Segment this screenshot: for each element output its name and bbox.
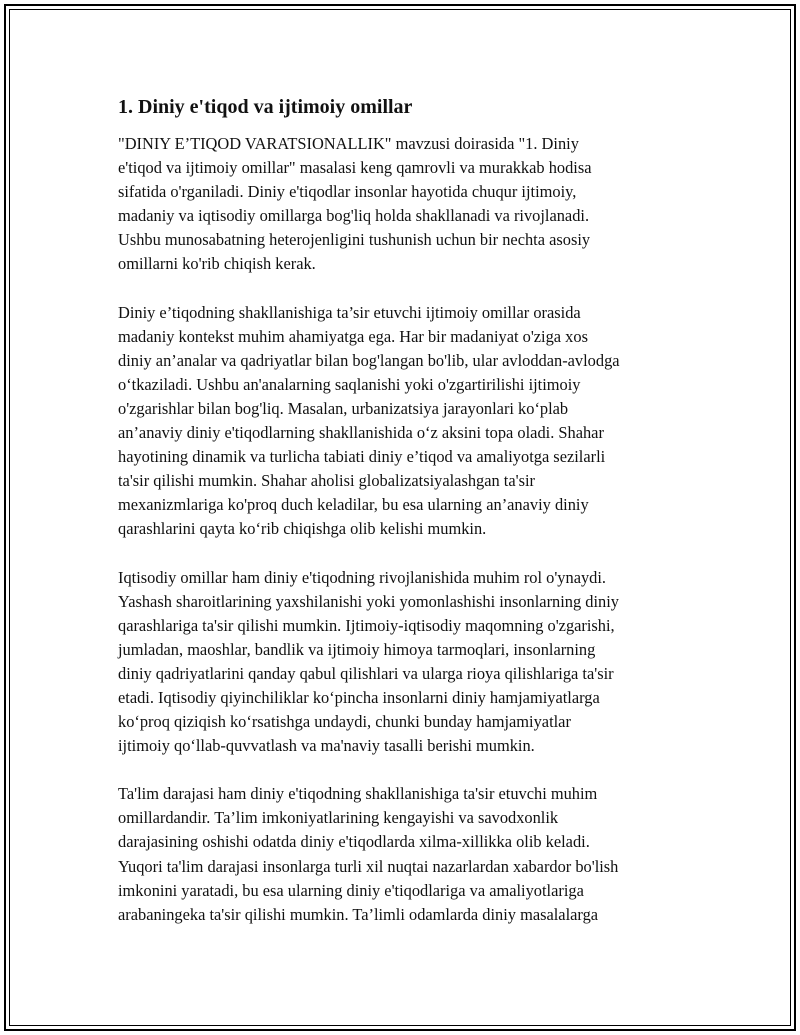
text-line: diniy an’analar va qadriyatlar bilan bog'langan bo'lib, ular avloddan-avlodga (118, 350, 620, 370)
text-line: imkonini yaratadi, bu esa ularning diniy e'tiqodlariga va amaliyotlariga (118, 880, 584, 900)
text-line: madaniy kontekst muhim ahamiyatga ega. Har bir madaniyat o'ziga xos (118, 326, 588, 346)
text-line: omillardandir. Ta’lim imkoniyatlarining kengayishi va savodxonlik (118, 808, 559, 828)
document-body (118, 94, 678, 951)
text-line: diniy qadriyatlarini qanday qabul qilishlari va ularga rioya qilishlariga ta'sir (118, 663, 614, 683)
paragraph-1 (118, 132, 678, 277)
text-line: qarashlarini qayta ko‘rib chiqishga olib kelishi mumkin. (118, 519, 487, 539)
text-line: e'tiqod va ijtimoiy omillar" masalasi keng qamrovli va murakkab hodisa (118, 158, 592, 178)
paragraph-4 (118, 782, 678, 927)
text-line: o‘tkaziladi. Ushbu an'analarning saqlanishi yoki o'zgartirilishi ijtimoiy (118, 374, 581, 394)
text-line: "DINIY E’TIQOD VARATSIONALLIK" mavzusi doirasida "1. Diniy (118, 134, 579, 153)
text-line: Yashash sharoitlarining yaxshilanishi yoki yomonlashishi insonlarning diniy (118, 591, 619, 611)
text-line: jumladan, maoshlar, bandlik va ijtimoiy himoya tarmoqlari, insonlarning (118, 639, 596, 659)
text-line: Ta'lim darajasi ham diniy e'tiqodning shakllanishiga ta'sir etuvchi muhim (118, 784, 598, 804)
text-line: arabaningeka ta'sir qilishi mumkin. Ta’limli odamlarda diniy masalalarga (118, 904, 599, 924)
text-line: ta'sir qilishi mumkin. Shahar aholisi globalizatsiyalashgan ta'sir (118, 471, 535, 491)
text-line: Iqtisodiy omillar ham diniy e'tiqodning rivojlanishida muhim rol o'ynaydi. (118, 567, 607, 587)
text-line: hayotining dinamik va turlicha tabiati diniy e’tiqod va amaliyotga sezilarli (118, 447, 606, 467)
text-line: Yuqori ta'lim darajasi insonlarga turli xil nuqtai nazarlardan xabardor bo'lish (118, 856, 619, 876)
paragraph-2 (118, 301, 678, 542)
text-line: omillarni ko'rib chiqish kerak. (118, 254, 316, 274)
section-title: 1. Diniy e'tiqod va ijtimoiy omillar (118, 96, 413, 118)
text-line: an’anaviy diniy e'tiqodlarning shakllanishida o‘z aksini topa oladi. Shahar (118, 423, 604, 443)
text-line: sifatida o'rganiladi. Diniy e'tiqodlar insonlar hayotida chuqur ijtimoiy, (118, 182, 577, 202)
paragraph-3 (118, 566, 678, 759)
text-line: etadi. Iqtisodiy qiyinchiliklar ko‘pincha insonlarni diniy hamjamiyatlarga (118, 687, 600, 707)
text-line: darajasining oshishi odatda diniy e'tiqodlarda xilma-xillikka olib keladi. (118, 832, 590, 852)
text-line: Diniy e’tiqodning shakllanishiga ta’sir etuvchi ijtimoiy omillar orasida (118, 302, 581, 322)
text-line: qarashlariga ta'sir qilishi mumkin. Ijtimoiy-iqtisodiy maqomning o'zgarishi, (118, 615, 615, 635)
text-line: madaniy va iqtisodiy omillarga bog'liq holda shakllanadi va rivojlanadi. (118, 206, 590, 226)
text-line: o'zgarishlar bilan bog'liq. Masalan, urbanizatsiya jarayonlari ko‘plab (118, 398, 569, 418)
text-line: mexanizmlariga ko'proq duch keladilar, bu esa ularning an’anaviy diniy (118, 495, 589, 515)
text-line: ko‘proq qiziqish ko‘rsatishga undaydi, chunki bunday hamjamiyatlar (118, 712, 571, 732)
text-line: Ushbu munosabatning heterojenligini tushunish uchun bir nechta asosiy (118, 230, 591, 250)
text-line: ijtimoiy qo‘llab-quvvatlash va ma'naviy tasalli berishi mumkin. (118, 736, 535, 756)
